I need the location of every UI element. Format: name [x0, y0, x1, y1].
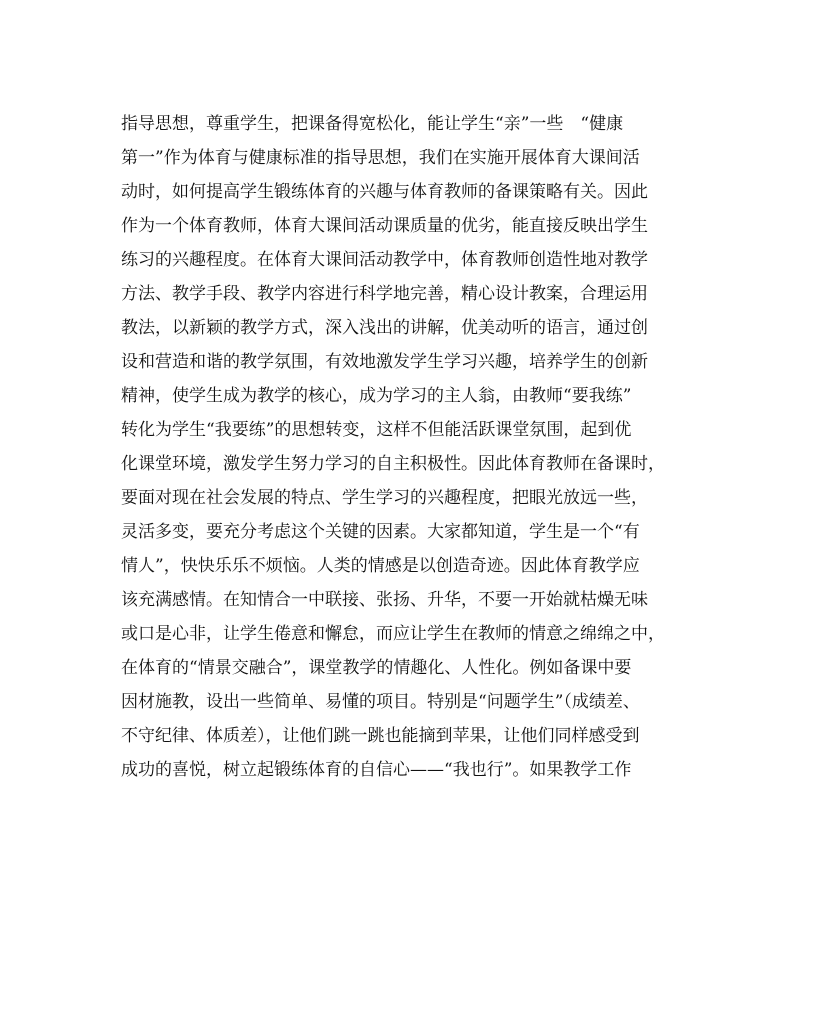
text-line: 要面对现在社会发展的特点、学生学习的兴趣程度，把眼光放远一些，	[121, 488, 648, 508]
text-line: 方法、教学手段、教学内容进行科学地完善，精心设计教案，合理运用	[121, 284, 648, 304]
body-paragraph	[121, 107, 701, 787]
text-line: 设和营造和谐的教学氛围，有效地激发学生学习兴趣，培养学生的创新	[121, 352, 648, 372]
text-line: 在体育的“情景交融合”，课堂教学的情趣化、人性化。例如备课中要	[121, 658, 632, 678]
text-line: 练习的兴趣程度。在体育大课间活动教学中，体育教师创造性地对教学	[121, 250, 648, 270]
text-line: 化课堂环境，激发学生努力学习的自主积极性。因此体育教师在备课时，	[121, 454, 665, 474]
text-line: 动时，如何提高学生锻练体育的兴趣与体育教师的备课策略有关。因此	[121, 182, 648, 202]
text-line: 精神，使学生成为教学的核心，成为学习的主人翁，由教师“要我练”	[121, 386, 632, 406]
text-line: 因材施教，设出一些简单、易懂的项目。特别是“问题学生”（成绩差、	[121, 692, 640, 712]
text-line: 灵活多变，要充分考虑这个关键的因素。大家都知道，学生是一个“有	[121, 522, 640, 542]
text-line: 成功的喜悦，树立起锻练体育的自信心——“我也行”。如果教学工作	[121, 760, 632, 780]
text-line: 第一”作为体育与健康标准的指导思想，我们在实施开展体育大课间活	[121, 148, 640, 168]
text-line: 作为一个体育教师，体育大课间活动课质量的优劣，能直接反映出学生	[121, 216, 648, 236]
text-line: 或口是心非，让学生倦意和懈怠，而应让学生在教师的情意之绵绵之中，	[121, 624, 665, 644]
text-line: 教法，以新颖的教学方式，深入浅出的讲解，优美动听的语言，通过创	[121, 318, 648, 338]
text-line: 转化为学生“我要练”的思想转变，这样不但能活跃课堂氛围，起到优	[121, 420, 632, 440]
text-line: 指导思想，尊重学生，把课备得宽松化，能让学生“亲”一些 “健康	[121, 114, 624, 134]
text-line: 该充满感情。在知情合一中联接、张扬、升华，不要一开始就枯燥无味	[121, 590, 648, 610]
text-line: 情人”，快快乐乐不烦恼。人类的情感是以创造奇迹。因此体育教学应	[121, 556, 640, 576]
text-line: 不守纪律、体质差），让他们跳一跳也能摘到苹果，让他们同样感受到	[121, 726, 640, 746]
